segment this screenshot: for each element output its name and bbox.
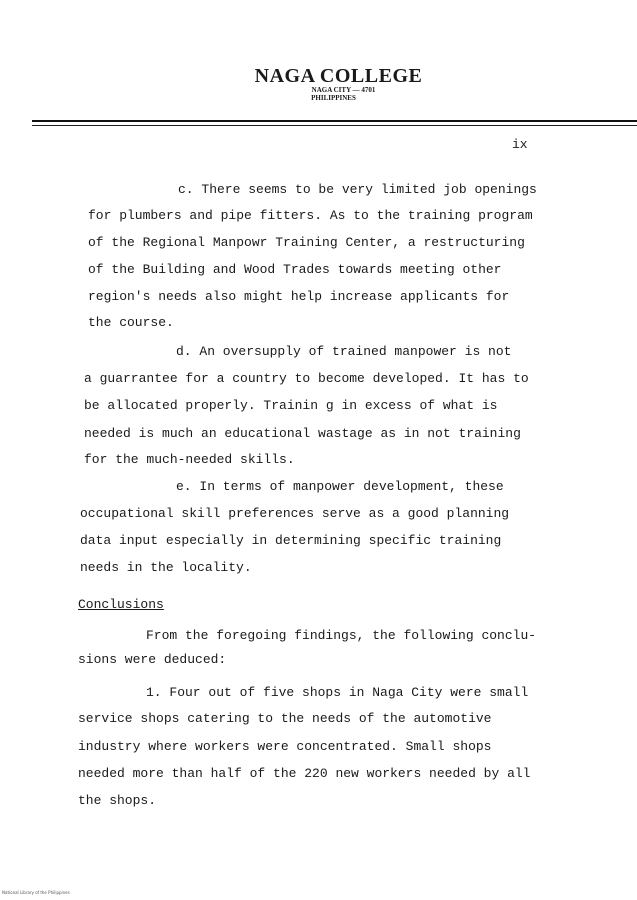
text-line: sions were deduced:	[78, 652, 227, 667]
text-line: industry where workers were concentrated. Small shops	[78, 739, 492, 754]
header-rule-thick	[32, 120, 637, 122]
college-country: PHILIPPINES	[311, 94, 356, 102]
text-line: for plumbers and pipe fitters. As to the training program	[88, 208, 533, 223]
text-line: d. An oversupply of trained manpower is not	[176, 344, 512, 359]
conclusions-heading: Conclusions	[78, 597, 164, 612]
text-line: a guarrantee for a country to become developed. It has to	[84, 371, 529, 386]
text-line: From the foregoing findings, the following conclu-	[146, 628, 537, 643]
text-line: the course.	[88, 315, 174, 330]
text-line: for the much-needed skills.	[84, 452, 295, 467]
text-line: be allocated properly. Trainin g in excess of what is	[84, 398, 498, 413]
text-line: needed is much an educational wastage as in not training	[84, 426, 521, 441]
archive-footer: National Library of the Philippines	[2, 890, 70, 895]
text-line: needed more than half of the 220 new workers needed by all	[78, 766, 531, 781]
header-rule-thin	[32, 125, 637, 126]
text-line: data input especially in determining specific training	[80, 533, 502, 548]
college-name: NAGA COLLEGE	[254, 65, 423, 87]
text-line: c. There seems to be very limited job openings	[178, 182, 537, 197]
text-line: of the Building and Wood Trades towards meeting other	[88, 262, 502, 277]
text-line: e. In terms of manpower development, these	[176, 479, 504, 494]
text-line: 1. Four out of five shops in Naga City were small	[146, 685, 529, 700]
text-line: service shops catering to the needs of the automotive	[78, 711, 492, 726]
letterhead	[0, 66, 637, 102]
text-line: of the Regional Manpowr Training Center, a restructuring	[88, 235, 525, 250]
text-line: region's needs also might help increase applicants for	[88, 289, 510, 304]
page-number: ix	[512, 137, 528, 152]
college-city: NAGA CITY — 4701	[311, 86, 376, 94]
text-line: occupational skill preferences serve as a good planning	[80, 506, 510, 521]
text-line: needs in the locality.	[80, 560, 252, 575]
text-line: the shops.	[78, 793, 157, 808]
